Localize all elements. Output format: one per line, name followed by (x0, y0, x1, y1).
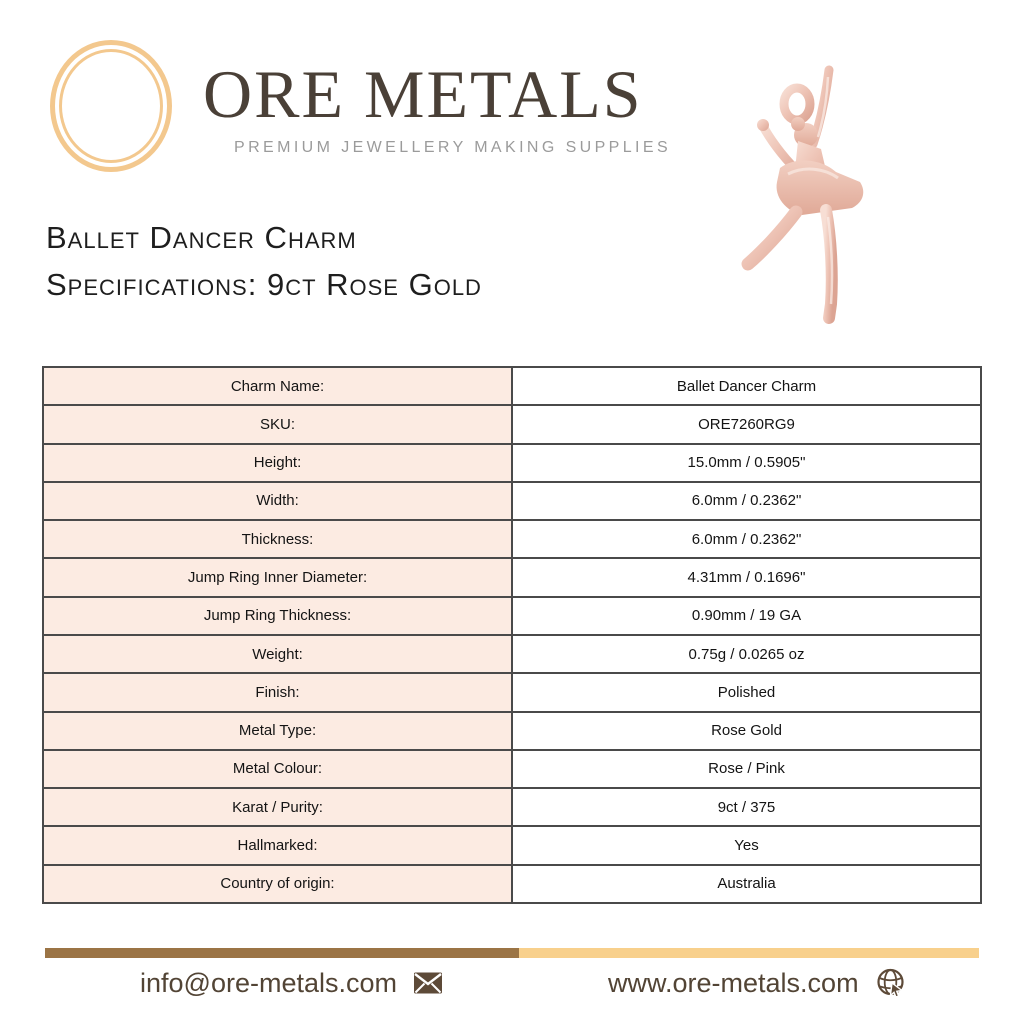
brand-logo-inner-ring (59, 49, 163, 163)
spec-label-cell: SKU: (43, 405, 512, 443)
footer-divider (45, 948, 979, 958)
table-row (43, 826, 981, 864)
spec-table-body (43, 367, 981, 903)
spec-value-cell: 6.0mm / 0.2362" (512, 520, 981, 558)
spec-value-cell: 0.90mm / 19 GA (512, 597, 981, 635)
table-row (43, 712, 981, 750)
table-row (43, 750, 981, 788)
table-row (43, 444, 981, 482)
spec-value-cell: Australia (512, 865, 981, 903)
table-row (43, 865, 981, 903)
table-row (43, 597, 981, 635)
table-row (43, 788, 981, 826)
spec-value-cell: Ballet Dancer Charm (512, 367, 981, 405)
brand-name: ORE METALS (203, 56, 643, 132)
spec-value-cell: 6.0mm / 0.2362" (512, 482, 981, 520)
spec-table (42, 366, 982, 904)
spec-label-cell: Thickness: (43, 520, 512, 558)
spec-label-cell: Weight: (43, 635, 512, 673)
spec-label-cell: Country of origin: (43, 865, 512, 903)
globe-icon (875, 967, 907, 999)
spec-label-cell: Jump Ring Thickness: (43, 597, 512, 635)
product-image-ballet-dancer-charm (700, 42, 980, 342)
product-subtitle: Specifications: 9ct Rose Gold (46, 267, 482, 302)
table-row (43, 405, 981, 443)
spec-value-cell: 4.31mm / 0.1696" (512, 558, 981, 596)
footer-divider-brown-segment (45, 948, 519, 958)
contact-website-group[interactable] (608, 962, 907, 1004)
table-row (43, 482, 981, 520)
spec-label-cell: Karat / Purity: (43, 788, 512, 826)
spec-label-cell: Charm Name: (43, 367, 512, 405)
contact-email-group[interactable] (140, 962, 443, 1004)
envelope-icon (413, 971, 443, 995)
spec-value-cell: Polished (512, 673, 981, 711)
spec-label-cell: Height: (43, 444, 512, 482)
spec-label-cell: Finish: (43, 673, 512, 711)
spec-value-cell: Yes (512, 826, 981, 864)
spec-label-cell: Width: (43, 482, 512, 520)
spec-value-cell: 15.0mm / 0.5905" (512, 444, 981, 482)
page-title (46, 221, 482, 301)
brand-tagline: PREMIUM JEWELLERY MAKING SUPPLIES (234, 139, 672, 156)
table-row (43, 367, 981, 405)
table-row (43, 673, 981, 711)
spec-label-cell: Jump Ring Inner Diameter: (43, 558, 512, 596)
contact-email-text: info@ore-metals.com (140, 967, 397, 998)
spec-label-cell: Hallmarked: (43, 826, 512, 864)
spec-value-cell: 9ct / 375 (512, 788, 981, 826)
product-title: Ballet Dancer Charm (46, 220, 357, 255)
spec-value-cell: ORE7260RG9 (512, 405, 981, 443)
spec-label-cell: Metal Type: (43, 712, 512, 750)
contact-website-text: www.ore-metals.com (608, 967, 859, 998)
spec-value-cell: Rose Gold (512, 712, 981, 750)
spec-label-cell: Metal Colour: (43, 750, 512, 788)
spec-value-cell: Rose / Pink (512, 750, 981, 788)
spec-value-cell: 0.75g / 0.0265 oz (512, 635, 981, 673)
table-row (43, 635, 981, 673)
brand-logo-circle-icon (50, 40, 172, 172)
table-row (43, 520, 981, 558)
table-row (43, 558, 981, 596)
footer-divider-gold-segment (519, 948, 979, 958)
